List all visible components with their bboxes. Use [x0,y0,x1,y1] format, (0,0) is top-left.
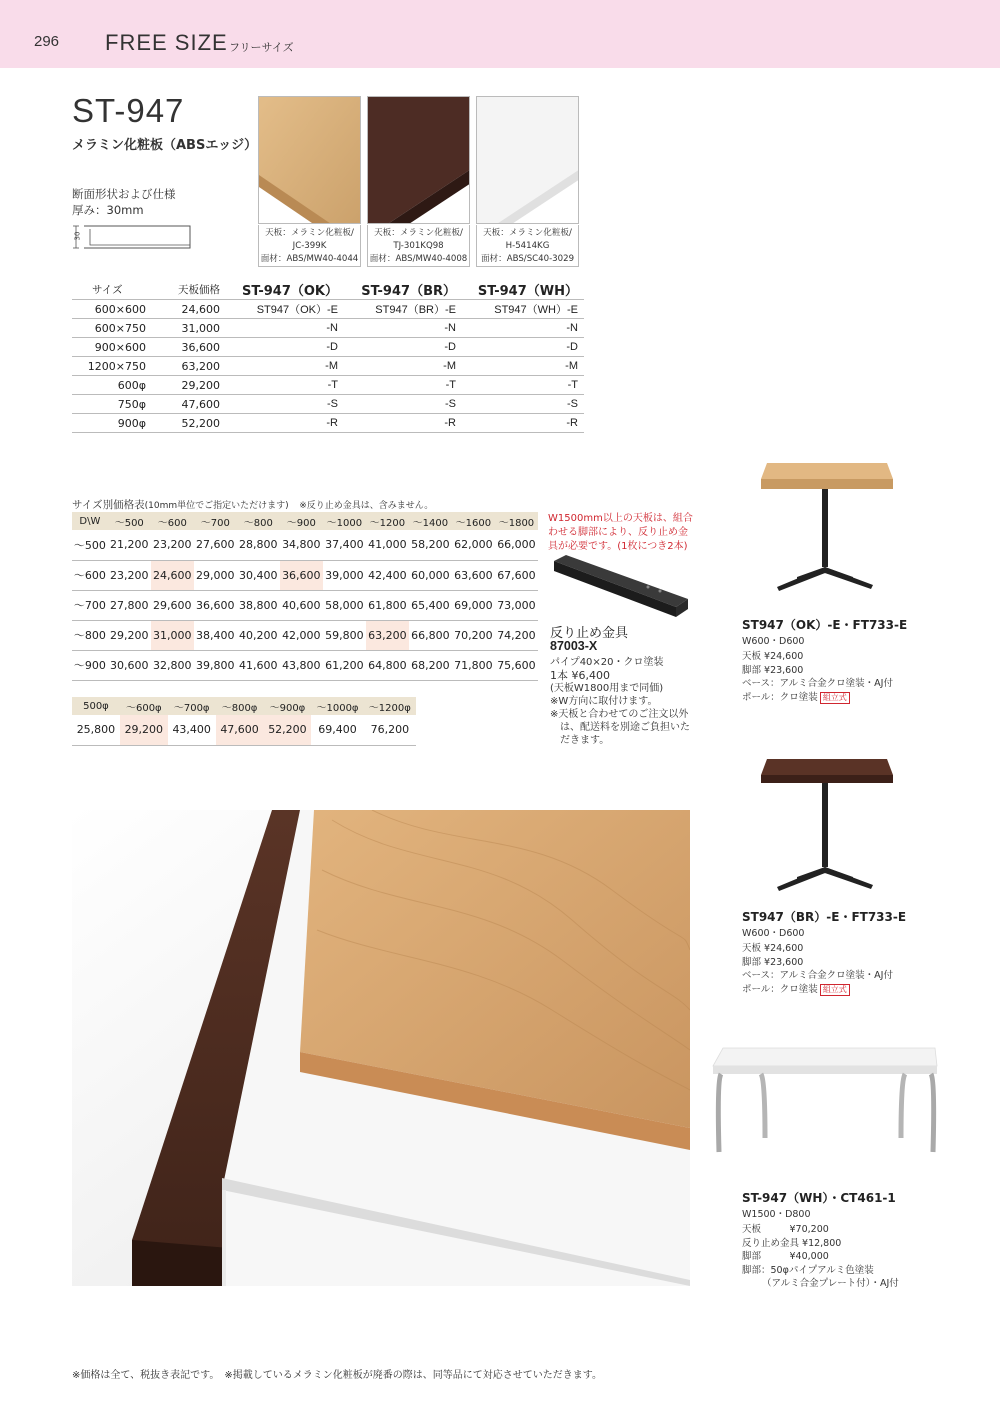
price-table [72,512,538,681]
price-cell: 29,000 [194,560,237,590]
stopper-bracket-image [548,553,690,619]
size-table-cell: -M [462,357,584,376]
stopper-code: 87003-X [550,639,598,653]
product-2-size: W600・D600 [742,928,805,939]
round-price-cell: 25,800 [72,715,120,745]
size-table-row [72,395,584,414]
size-table-cell: 31,000 [152,319,226,338]
size-table-cell: -R [226,414,344,433]
price-table-row [72,620,538,650]
product-2-details [742,942,893,996]
price-table-header [72,512,538,530]
swatch-brown [367,96,470,224]
price-cell: 66,800 [409,620,452,650]
detail-line: 脚部 ¥40,000 [742,1251,829,1262]
price-cell: 68,200 [409,650,452,680]
round-price-cell: 52,200 [264,715,312,745]
detail-line: ポール：クロ塗装 [742,691,818,703]
round-price-cell: 47,600 [216,715,264,745]
size-table-cell: 900φ [72,414,152,433]
cross-section-diagram [72,222,194,252]
size-table-cell: ST947（BR）-E [344,300,462,319]
desc-line: パイプ40×20・クロ塗装 [550,657,664,668]
price-col-header: ～600 [151,512,194,530]
size-table [72,280,584,433]
caption-line: 面材：ABS/MW40-4044 [260,254,359,264]
swatch-caption-brown [367,225,470,267]
size-table-cell: 36,600 [152,338,226,357]
size-table-cell: 47,600 [152,395,226,414]
detail-line: 脚部 ¥23,600 [742,956,804,968]
price-cell: 38,400 [194,620,237,650]
price-cell: 36,600 [194,590,237,620]
price-cell: 59,800 [323,620,366,650]
caption-line: 天板：メラミン化粧板/ [265,228,354,238]
size-table-cell: -D [226,338,344,357]
swatch-caption-oak [258,225,361,267]
model-title: ST-947 [72,92,185,129]
price-table-row [72,560,538,590]
price-cell: 63,200 [366,620,409,650]
detail-line: 反り止め金具 ¥12,800 [742,1237,842,1249]
price-col-header: ～900 [280,512,323,530]
round-col-header: ～800φ [216,697,264,715]
footer-note: ※価格は全て、税抜き表記です。 ※掲載しているメラミン化粧板が廃番の際は、同等品にて対応させていただきます。 [72,1370,602,1381]
price-cell: 63,600 [452,560,495,590]
col-header: ST-947（BR） [344,280,462,300]
detail-line: （アルミ合金プレート付）・AJ付 [762,1278,899,1289]
price-cell: 27,800 [108,590,151,620]
price-cell: ～800 [72,620,108,650]
price-cell: 30,600 [108,650,151,680]
size-table-cell: 63,200 [152,357,226,376]
price-cell: 73,000 [495,590,538,620]
price-cell: 62,000 [452,530,495,560]
price-col-header: ～1800 [495,512,538,530]
price-col-header: ～800 [237,512,280,530]
price-cell: 40,600 [280,590,323,620]
size-table-cell: -M [344,357,462,376]
col-header: ST-947（OK） [226,280,344,300]
price-table-row [72,590,538,620]
caption-line: 面材：ABS/MW40-4008 [369,254,468,264]
desc-line: 1本 ¥6,400 [550,669,610,682]
desc-line: ※天板と合わせてのご注文以外 [550,709,689,720]
price-table-body [72,530,538,680]
price-cell: 27,600 [194,530,237,560]
price-cell: 70,200 [452,620,495,650]
product-1-name: ST947（OK）-E・FT733-E [742,618,908,632]
stopper-description [550,656,700,747]
price-cell: 28,800 [237,530,280,560]
price-col-header: ～1400 [409,512,452,530]
price-col-header: ～500 [108,512,151,530]
price-cell: 41,600 [237,650,280,680]
price-cell: 38,800 [237,590,280,620]
round-price-cell: 76,200 [364,715,416,745]
price-cell: 60,000 [409,560,452,590]
oak-board-image [259,97,361,224]
round-table-row [72,715,416,745]
size-table-cell: 900×600 [72,338,152,357]
product-3-size: W1500・D800 [742,1209,811,1220]
page-number: 296 [34,33,60,50]
detail-line: ベース：アルミ合金クロ塗装・AJ付 [742,678,893,689]
thickness-label: 厚み：30mm [72,203,144,217]
size-table-row [72,357,584,376]
caption-line: 天板：メラミン化粧板/ [374,228,463,238]
size-table-cell: 1200×750 [72,357,152,376]
swatch-white [476,96,579,224]
stopper-red-note: W1500mm以上の天板は、組合わせる脚部により、反り止め金具が必要です。(1枚につき2本) [548,513,693,552]
size-table-cell: 600φ [72,376,152,395]
price-col-header: ～1200 [366,512,409,530]
product-3-name: ST-947（WH）・CT461-1 [742,1191,896,1205]
col-header: 天板価格 [152,280,226,300]
caption-line: JC-399K [292,241,327,251]
price-cell: 32,800 [151,650,194,680]
price-cell: 39,800 [194,650,237,680]
round-table-header [72,697,416,715]
size-table-cell: -N [462,319,584,338]
price-col-header: D\W [72,512,108,530]
price-cell: 42,000 [280,620,323,650]
assembly-badge: 組立式 [820,984,850,996]
section-label: 断面形状および仕様 [72,187,176,201]
detail-line: 脚部 ¥23,600 [742,664,804,676]
size-table-body [72,300,584,433]
round-price-table [72,697,416,746]
product-oak-table-image [757,455,897,595]
round-col-header: ～1200φ [364,697,416,715]
page-subtitle: フリーサイズ [229,41,294,54]
desc-line: だきます。 [560,735,610,746]
price-cell: 67,600 [495,560,538,590]
product-2-name: ST947（BR）-E・FT733-E [742,910,907,924]
round-col-header: ～600φ [120,697,168,715]
price-cell: 21,200 [108,530,151,560]
size-table-cell: -N [344,319,462,338]
price-cell: ～900 [72,650,108,680]
round-col-header: 500φ [72,697,120,715]
price-cell: 74,200 [495,620,538,650]
price-cell: 39,000 [323,560,366,590]
detail-line: 天板 ¥24,600 [742,943,804,954]
price-cell: 61,800 [366,590,409,620]
detail-line: ベース：アルミ合金クロ塗装・AJ付 [742,970,893,981]
price-cell: 29,200 [108,620,151,650]
col-header: ST-947（WH） [462,280,584,300]
detail-line: 脚部：50φパイプアルミ色塗装 [742,1264,874,1276]
product-brown-table-image [757,755,897,895]
caption-line: TJ-301KQ98 [393,241,444,251]
size-table-cell: -T [344,376,462,395]
stopper-name: 反り止め金具 [550,626,629,641]
size-table-cell: -T [462,376,584,395]
price-cell: 23,200 [151,530,194,560]
price-table-row [72,530,538,560]
model-subtitle: メラミン化粧板（ABSエッジ） [72,138,258,153]
round-price-cell: 69,400 [311,715,363,745]
size-table-row [72,319,584,338]
size-table-cell: -R [462,414,584,433]
page-title: FREE SIZE [105,30,228,55]
price-cell: 29,600 [151,590,194,620]
size-table-row [72,414,584,433]
size-table-cell: -S [226,395,344,414]
price-cell: 23,200 [108,560,151,590]
round-col-header: ～700φ [168,697,216,715]
size-table-cell: -T [226,376,344,395]
product-1-details [742,650,893,704]
detail-line: 天板 ¥70,200 [742,1224,829,1235]
size-table-cell: -R [344,414,462,433]
brown-board-image [368,97,470,224]
desc-line: (天板W1800用まで同価) [550,683,664,694]
price-cell: 41,000 [366,530,409,560]
price-cell: 58,200 [409,530,452,560]
desc-line: は、配送料を別途ご負担いた [560,722,690,733]
price-cell: 31,000 [151,620,194,650]
price-cell: 75,600 [495,650,538,680]
price-title-note: (10mm単位でご指定いただけます) [144,501,289,511]
size-table-cell: 24,600 [152,300,226,319]
price-cell: 34,800 [280,530,323,560]
round-price-cell: 43,400 [168,715,216,745]
size-table-row [72,376,584,395]
price-cell: 69,000 [452,590,495,620]
price-table-title [72,497,433,512]
desc-line: ※W方向に取付けます。 [550,696,658,707]
price-table-row [72,650,538,680]
price-cell: 24,600 [151,560,194,590]
size-table-cell: -M [226,357,344,376]
product-white-table-image [705,1040,940,1160]
size-table-row [72,338,584,357]
price-col-header: ～700 [194,512,237,530]
price-cell: ～600 [72,560,108,590]
price-cell: 58,000 [323,590,366,620]
size-table-cell: -S [462,395,584,414]
size-table-cell: 600×750 [72,319,152,338]
price-cell: 66,000 [495,530,538,560]
price-cell: 71,800 [452,650,495,680]
col-header: サイズ [72,280,152,300]
caption-line: 面材：ABS/SC40-3029 [480,254,575,264]
round-col-header: ～900φ [264,697,312,715]
price-cell: 30,400 [237,560,280,590]
price-cell: 37,400 [323,530,366,560]
size-table-cell: -D [344,338,462,357]
caption-line: 天板：メラミン化粧板/ [483,228,572,238]
product-1-size: W600・D600 [742,636,805,647]
price-cell: 42,400 [366,560,409,590]
price-title-note2: ※反り止め金具は、含みません。 [299,501,434,511]
price-col-header: ～1600 [452,512,495,530]
caption-line: H-5414KG [505,241,550,251]
size-table-cell: 29,200 [152,376,226,395]
price-cell: 40,200 [237,620,280,650]
round-col-header: ～1000φ [311,697,363,715]
size-table-cell: 750φ [72,395,152,414]
price-cell: 36,600 [280,560,323,590]
price-cell: 64,800 [366,650,409,680]
round-price-cell: 29,200 [120,715,168,745]
size-table-cell: -N [226,319,344,338]
white-board-image [477,97,579,224]
swatch-caption-white [476,225,579,267]
price-cell: 65,400 [409,590,452,620]
price-cell: 43,800 [280,650,323,680]
detail-line: ポール：クロ塗装 [742,983,818,995]
size-table-cell: -D [462,338,584,357]
boards-photo [72,810,690,1286]
price-cell: 61,200 [323,650,366,680]
detail-line: 天板 ¥24,600 [742,651,804,662]
size-table-cell: 52,200 [152,414,226,433]
product-3-details [742,1223,899,1291]
size-table-cell: -S [344,395,462,414]
price-title-text: サイズ別価格表 [72,499,145,511]
size-table-row [72,300,584,319]
price-cell: ～700 [72,590,108,620]
price-cell: ～500 [72,530,108,560]
price-col-header: ～1000 [323,512,366,530]
size-table-cell: ST947（OK）-E [226,300,344,319]
assembly-badge: 組立式 [820,692,850,704]
size-table-cell: ST947（WH）-E [462,300,584,319]
diagram-dimension: 30 [73,231,82,241]
swatch-oak [258,96,361,224]
size-table-cell: 600×600 [72,300,152,319]
